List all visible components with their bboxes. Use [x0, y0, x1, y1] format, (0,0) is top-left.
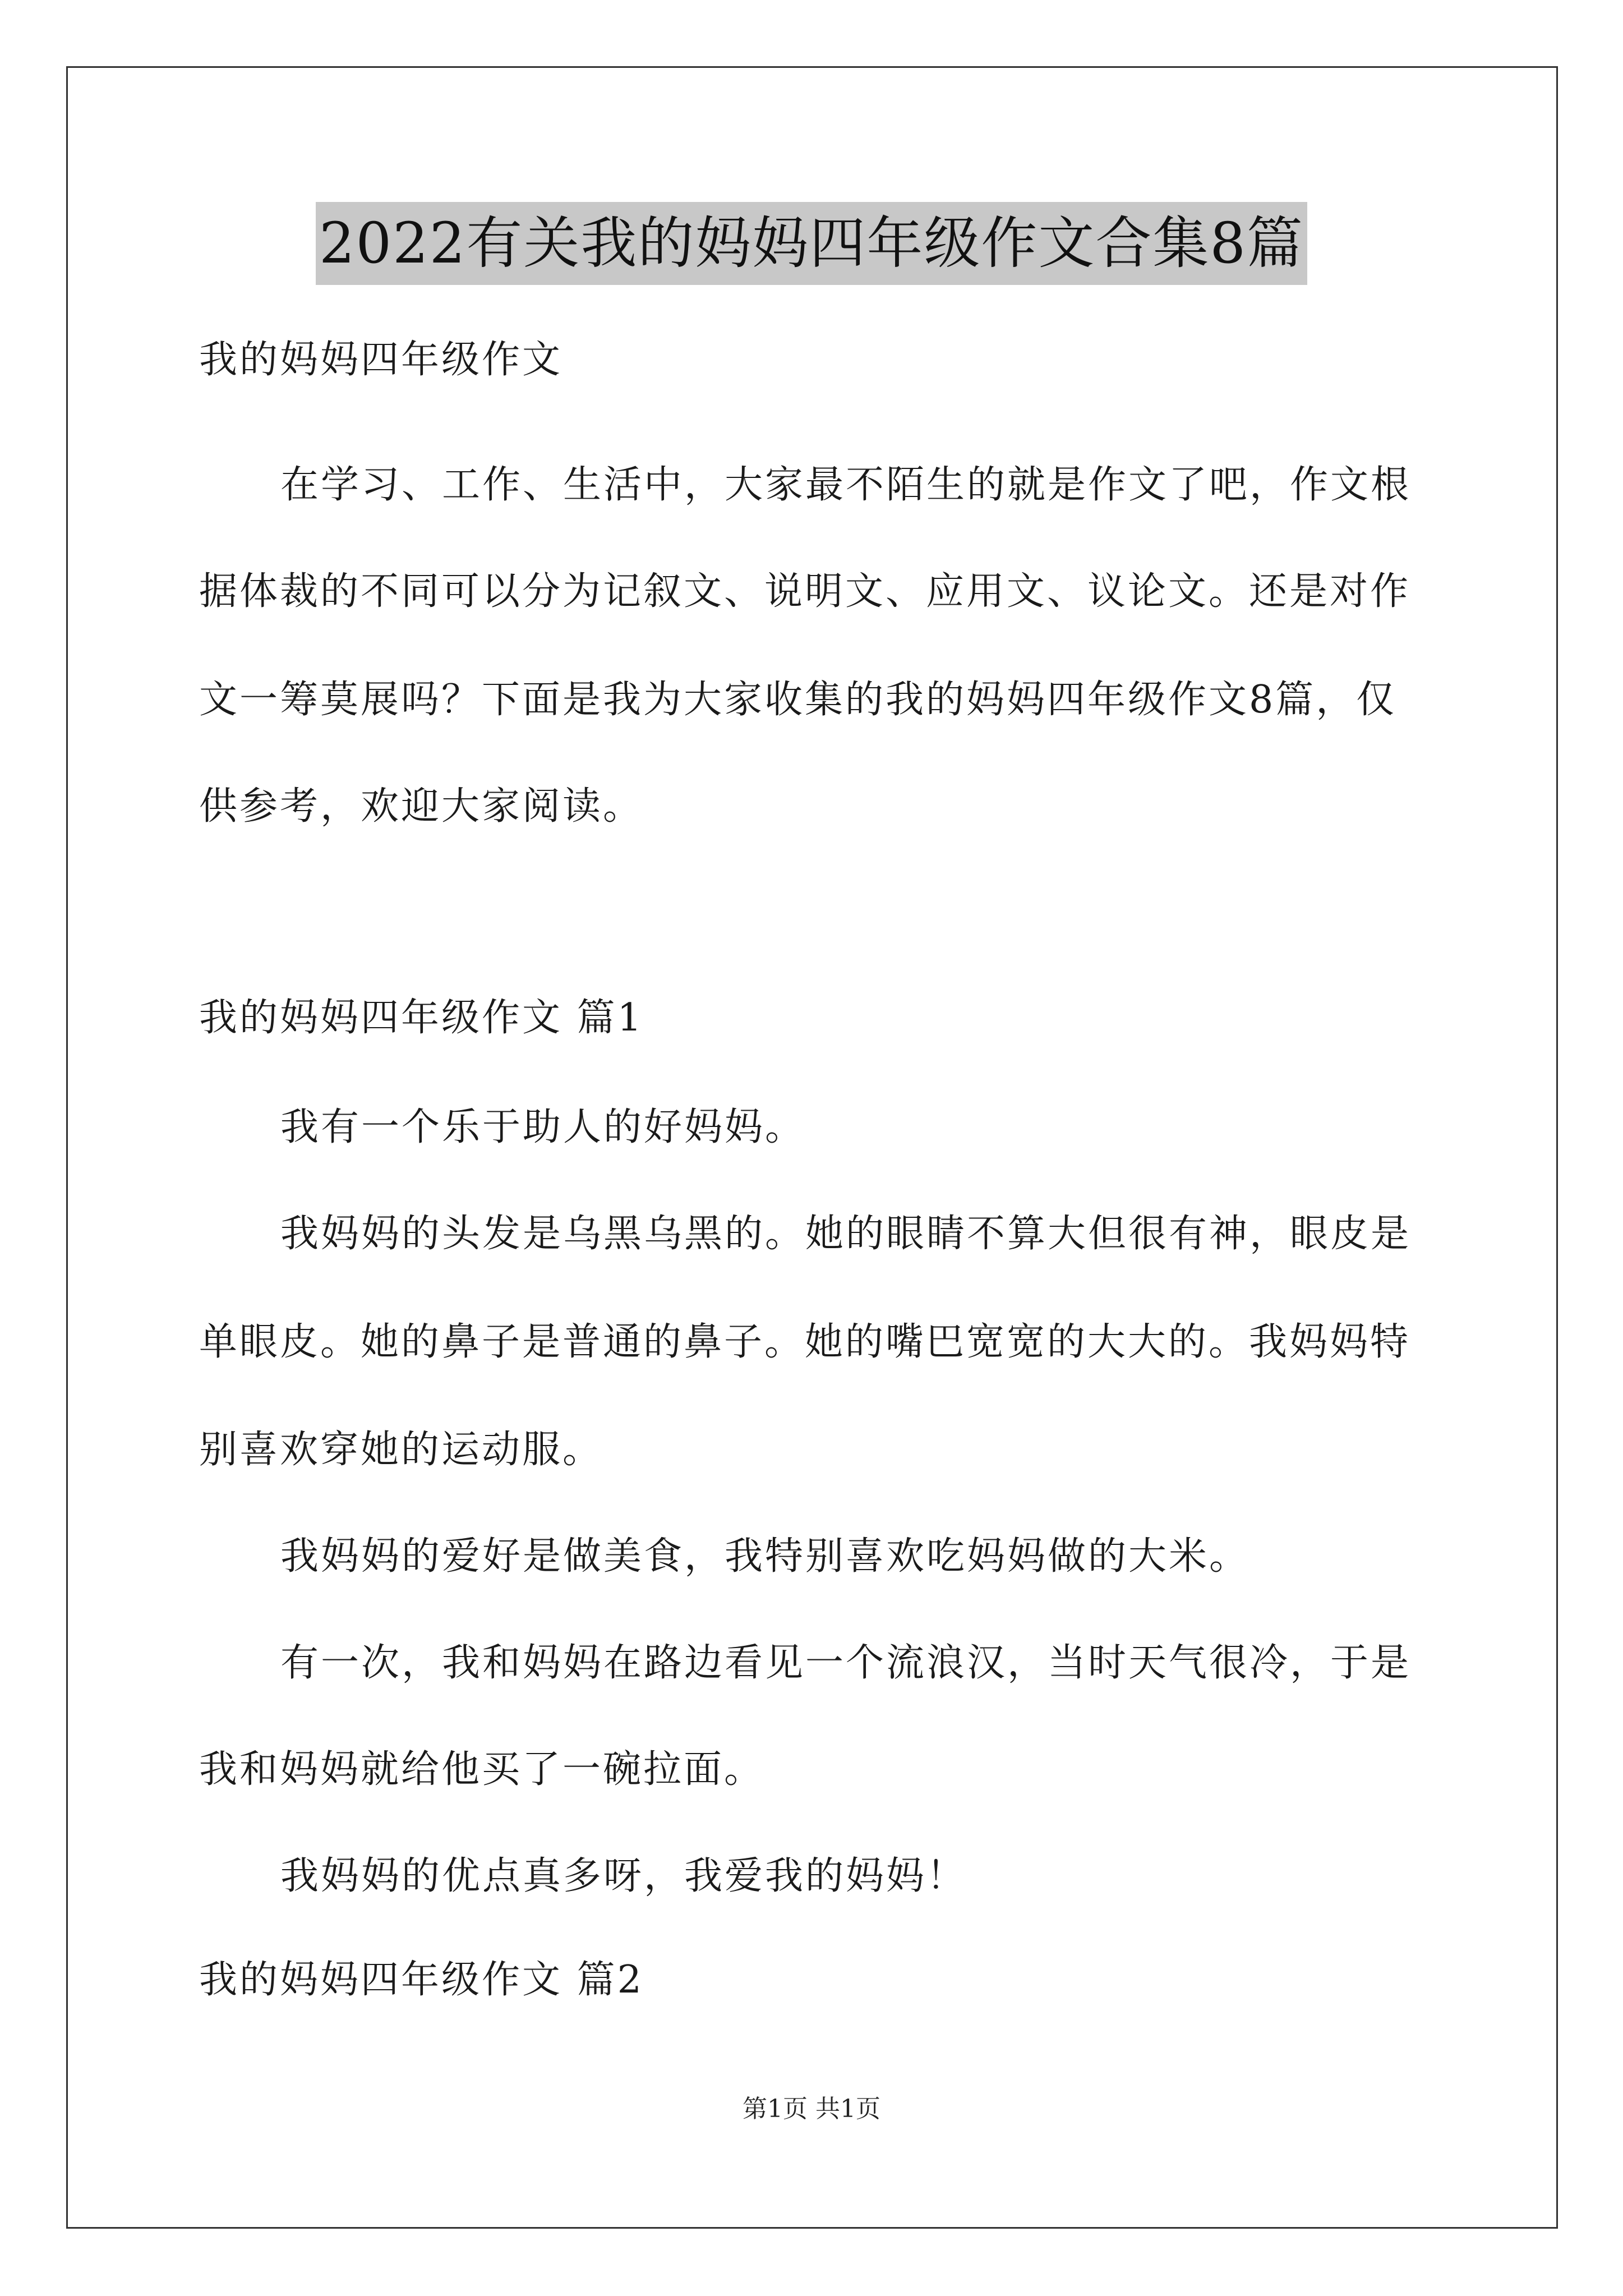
paragraph-line: 我妈妈的头发是乌黑乌黑的。她的眼睛不算大但很有神，眼皮是 [280, 1212, 1412, 1256]
section-heading-1: 我的妈妈四年级作文 篇1 [199, 996, 644, 1040]
paragraph-line: 别喜欢穿她的运动服。 [199, 1428, 603, 1472]
paragraph-line: 我有一个乐于助人的好妈妈。 [280, 1105, 806, 1149]
title-container [0, 202, 1623, 285]
document-title: 2022有关我的妈妈四年级作文合集8篇 [316, 202, 1307, 285]
paragraph-line: 在学习、工作、生活中，大家最不陌生的就是作文了吧，作文根 [280, 463, 1412, 507]
paragraph-line: 我和妈妈就给他买了一碗拉面。 [199, 1747, 765, 1792]
paragraph-line: 据体裁的不同可以分为记叙文、说明文、应用文、议论文。还是对作 [199, 569, 1411, 614]
page-footer: 第1页 共1页 [743, 2095, 880, 2123]
paragraph-line: 我妈妈的优点真多呀，我爱我的妈妈！ [280, 1854, 967, 1898]
paragraph-line: 有一次，我和妈妈在路边看见一个流浪汉，当时天气很冷，于是 [280, 1641, 1412, 1685]
paragraph-line: 供参考，欢迎大家阅读。 [199, 784, 644, 829]
intro-heading: 我的妈妈四年级作文 [199, 338, 563, 382]
paragraph-line: 文一筹莫展吗？下面是我为大家收集的我的妈妈四年级作文8篇，仅 [199, 678, 1397, 722]
paragraph-line: 单眼皮。她的鼻子是普通的鼻子。她的嘴巴宽宽的大大的。我妈妈特 [199, 1320, 1411, 1364]
section-heading-2: 我的妈妈四年级作文 篇2 [199, 1958, 644, 2002]
paragraph-line: 我妈妈的爱好是做美食，我特别喜欢吃妈妈做的大米。 [280, 1534, 1250, 1579]
